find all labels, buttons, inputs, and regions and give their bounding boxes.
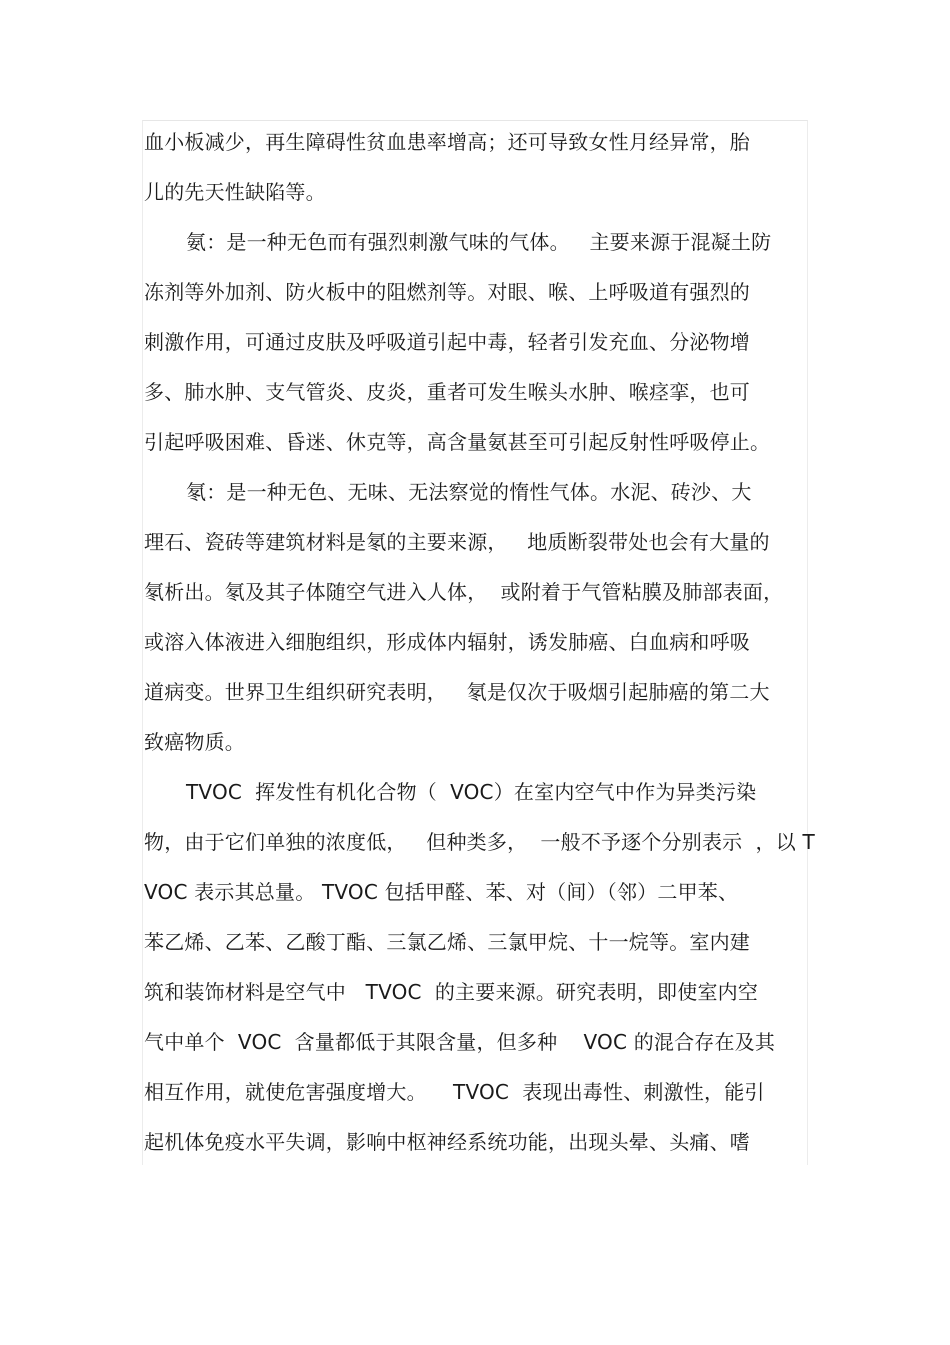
text-line: 起机体免疫水平失调，影响中枢神经系统功能，出现头晕、头痛、嗜 — [144, 1130, 750, 1154]
text-line: 多、肺水肿、支气管炎、皮炎，重者可发生喉头水肿、喉痉挛，也可 — [144, 380, 750, 404]
text-line: 筑和装饰材料是空气中 TVOC 的主要来源。研究表明，即使室内空 — [144, 980, 759, 1004]
text-line: 氡析出。氡及其子体随空气进入人体， 或附着于气管粘膜及肺部表面， — [144, 580, 784, 604]
text-line: 致癌物质。 — [144, 730, 245, 754]
paragraph-radon-start: 氡：是一种无色、无味、无法察觉的惰性气体。水泥、砖沙、大 — [186, 480, 752, 504]
text-line: 相互作用，就使危害强度增大。 TVOC 表现出毒性、刺激性，能引 — [144, 1080, 765, 1104]
paragraph-ammonia-start: 氨：是一种无色而有强烈刺激气味的气体。 主要来源于混凝土防 — [186, 230, 772, 254]
text-line: 道病变。世界卫生组织研究表明， 氡是仅次于吸烟引起肺癌的第二大 — [144, 680, 770, 704]
text-line: 儿的先天性缺陷等。 — [144, 180, 326, 204]
text-line: VOC 表示其总量。 TVOC 包括甲醛、苯、对（间）（邻）二甲苯、 — [144, 880, 739, 904]
text-line: 或溶入体液进入细胞组织，形成体内辐射，诱发肺癌、白血病和呼吸 — [144, 630, 750, 654]
text-line: 物，由于它们单独的浓度低， 但种类多， 一般不予逐个分别表示 ，以 T — [144, 830, 815, 854]
text-line: 苯乙烯、乙苯、乙酸丁酯、三氯乙烯、三氯甲烷、十一烷等。室内建 — [144, 930, 750, 954]
text-line: 刺激作用，可通过皮肤及呼吸道引起中毒，轻者引发充血、分泌物增 — [144, 330, 750, 354]
text-line: 理石、瓷砖等建筑材料是氡的主要来源， 地质断裂带处也会有大量的 — [144, 530, 770, 554]
text-line: 冻剂等外加剂、防火板中的阻燃剂等。对眼、喉、上呼吸道有强烈的 — [144, 280, 750, 304]
paragraph-tvoc-start: TVOC 挥发性有机化合物（ VOC）在室内空气中作为异类污染 — [186, 780, 757, 804]
text-line: 血小板减少，再生障碍性贫血患率增高；还可导致女性月经异常，胎 — [144, 130, 750, 154]
text-line: 气中单个 VOC 含量都低于其限含量，但多种 VOC 的混合存在及其 — [144, 1030, 776, 1054]
text-line: 引起呼吸困难、昏迷、休克等，高含量氨甚至可引起反射性呼吸停止。 — [144, 430, 771, 454]
